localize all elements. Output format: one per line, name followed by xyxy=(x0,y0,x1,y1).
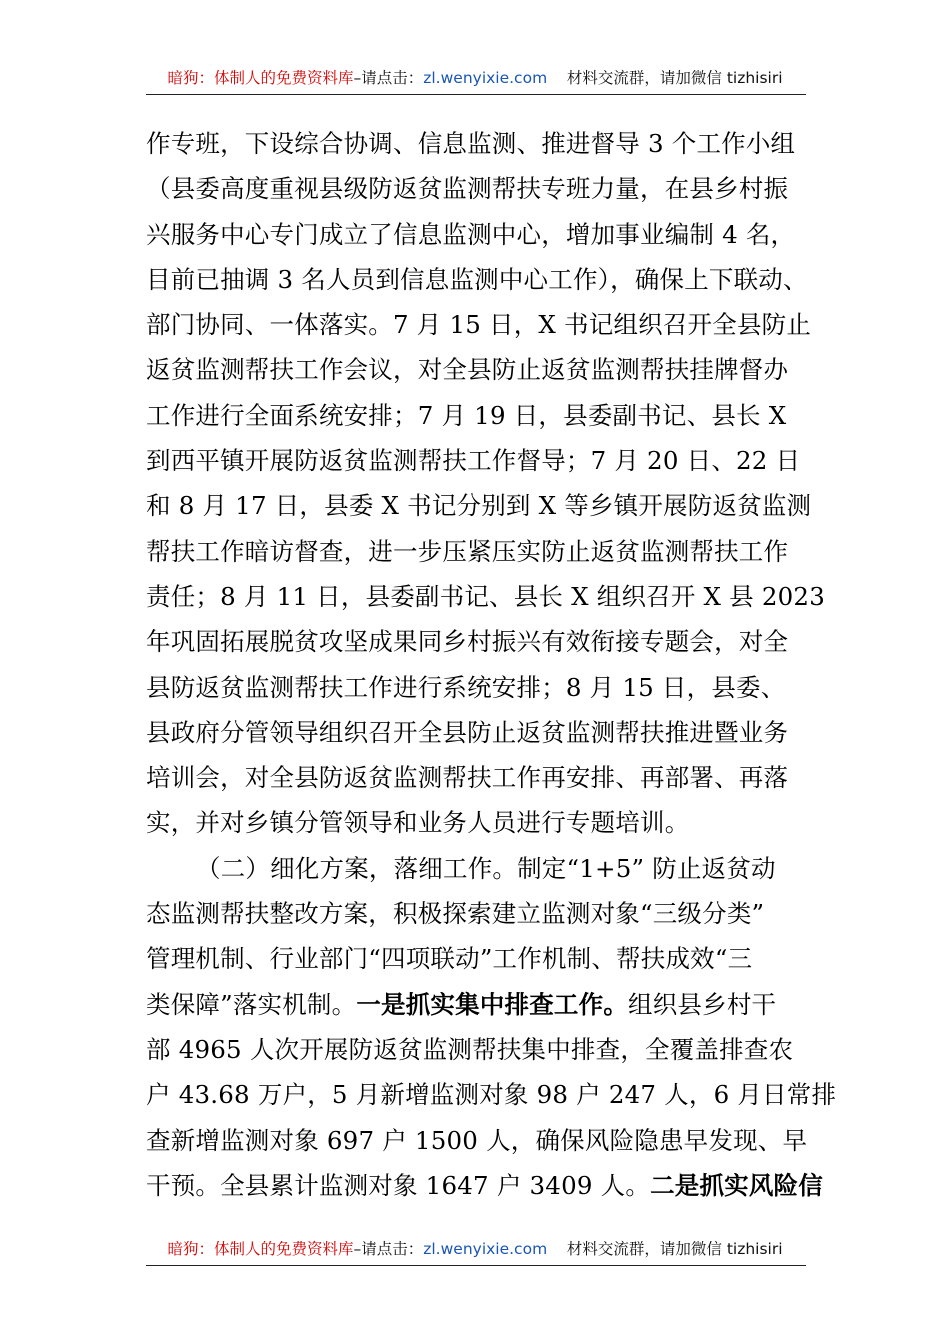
body-line: 工作进行全面系统安排；7 月 19 日，县委副书记、县长 X xyxy=(146,400,787,430)
header-url-link[interactable]: zl.wenyixie.com xyxy=(423,69,548,87)
body-text-span: 组织县乡村干 xyxy=(628,989,777,1019)
body-line: 培训会，对全县防返贫监测帮扶工作再安排、再部署、再落 xyxy=(146,763,789,793)
body-text-span: 制定“1+5” 防止返贫动 xyxy=(517,853,776,883)
body-line: 目前已抽调 3 名人员到信息监测中心工作），确保上下联动、 xyxy=(146,264,808,294)
body-line: 到西平镇开展防返贫监测帮扶工作督导；7 月 20 日、22 日 xyxy=(146,446,801,476)
header-site-name: 暗狗：体制人的免费资料库 xyxy=(167,69,354,87)
body-line: 作专班，下设综合协调、信息监测、推进督导 3 个工作小组 xyxy=(146,129,796,158)
page-header xyxy=(0,67,950,89)
body-line: 和 8 月 17 日，县委 X 书记分别到 X 等乡镇开展防返贫监测 xyxy=(146,491,812,521)
bold-subheading: 一是抓实集中排查工作。 xyxy=(356,989,629,1019)
document-body xyxy=(146,121,837,1208)
body-line: 部门协同、一体落实。7 月 15 日，X 书记组织召开全县防止 xyxy=(146,310,812,340)
body-text-span: 干预。全县累计监测对象 1647 户 3409 人。 xyxy=(146,1170,651,1200)
body-line: 实，并对乡镇分管领导和业务人员进行专题培训。 xyxy=(146,808,690,838)
body-line: 县防返贫监测帮扶工作进行系统安排；8 月 15 日，县委、 xyxy=(146,672,786,702)
body-line: 责任；8 月 11 日，县委副书记、县长 X 组织召开 X 县 2023 xyxy=(146,581,825,611)
footer-group-note: 材料交流群，请加微信 tizhisiri xyxy=(566,1240,783,1258)
body-line: 县政府分管领导组织召开全县防止返贫监测帮扶推进暨业务 xyxy=(146,717,789,747)
header-divider xyxy=(146,94,806,95)
header-click-prompt: –请点击： xyxy=(353,69,424,87)
page-footer xyxy=(0,1238,950,1260)
body-line xyxy=(146,982,812,1027)
section-heading: （二）细化方案，落细工作。 xyxy=(196,853,518,883)
body-line: 返贫监测帮扶工作会议，对全县防止返贫监测帮扶挂牌督办 xyxy=(146,355,789,385)
body-line: （县委高度重视县级防返贫监测帮扶专班力量，在县乡村振 xyxy=(146,174,789,204)
bold-subheading: 二是抓实风险信 xyxy=(650,1170,823,1200)
body-line xyxy=(146,1163,823,1208)
footer-site-name: 暗狗：体制人的免费资料库 xyxy=(167,1240,354,1258)
footer-url-link[interactable]: zl.wenyixie.com xyxy=(423,1240,548,1258)
body-line: 部 4965 人次开展防返贫监测帮扶集中排查，全覆盖排查农 xyxy=(146,1034,794,1064)
footer-divider xyxy=(146,1265,806,1266)
footer-click-prompt: –请点击： xyxy=(353,1240,424,1258)
body-line: 帮扶工作暗访督查，进一步压紧压实防止返贫监测帮扶工作 xyxy=(146,536,789,566)
body-line: 兴服务中心专门成立了信息监测中心，增加事业编制 4 名， xyxy=(146,219,796,249)
body-line: 户 43.68 万户，5 月新增监测对象 98 户 247 人，6 月日常排 xyxy=(146,1080,837,1110)
body-line: 查新增监测对象 697 户 1500 人，确保风险隐患早发现、早 xyxy=(146,1125,808,1155)
body-line: 态监测帮扶整改方案，积极探索建立监测对象“三级分类” xyxy=(146,899,765,929)
section-heading-line xyxy=(146,846,812,891)
body-line: 年巩固拓展脱贫攻坚成果同乡村振兴有效衔接专题会，对全 xyxy=(146,627,789,657)
header-group-note: 材料交流群，请加微信 tizhisiri xyxy=(566,69,783,87)
body-line: 管理机制、行业部门“四项联动”工作机制、帮扶成效“三 xyxy=(146,944,753,974)
body-text-span: 类保障”落实机制。 xyxy=(146,989,357,1019)
